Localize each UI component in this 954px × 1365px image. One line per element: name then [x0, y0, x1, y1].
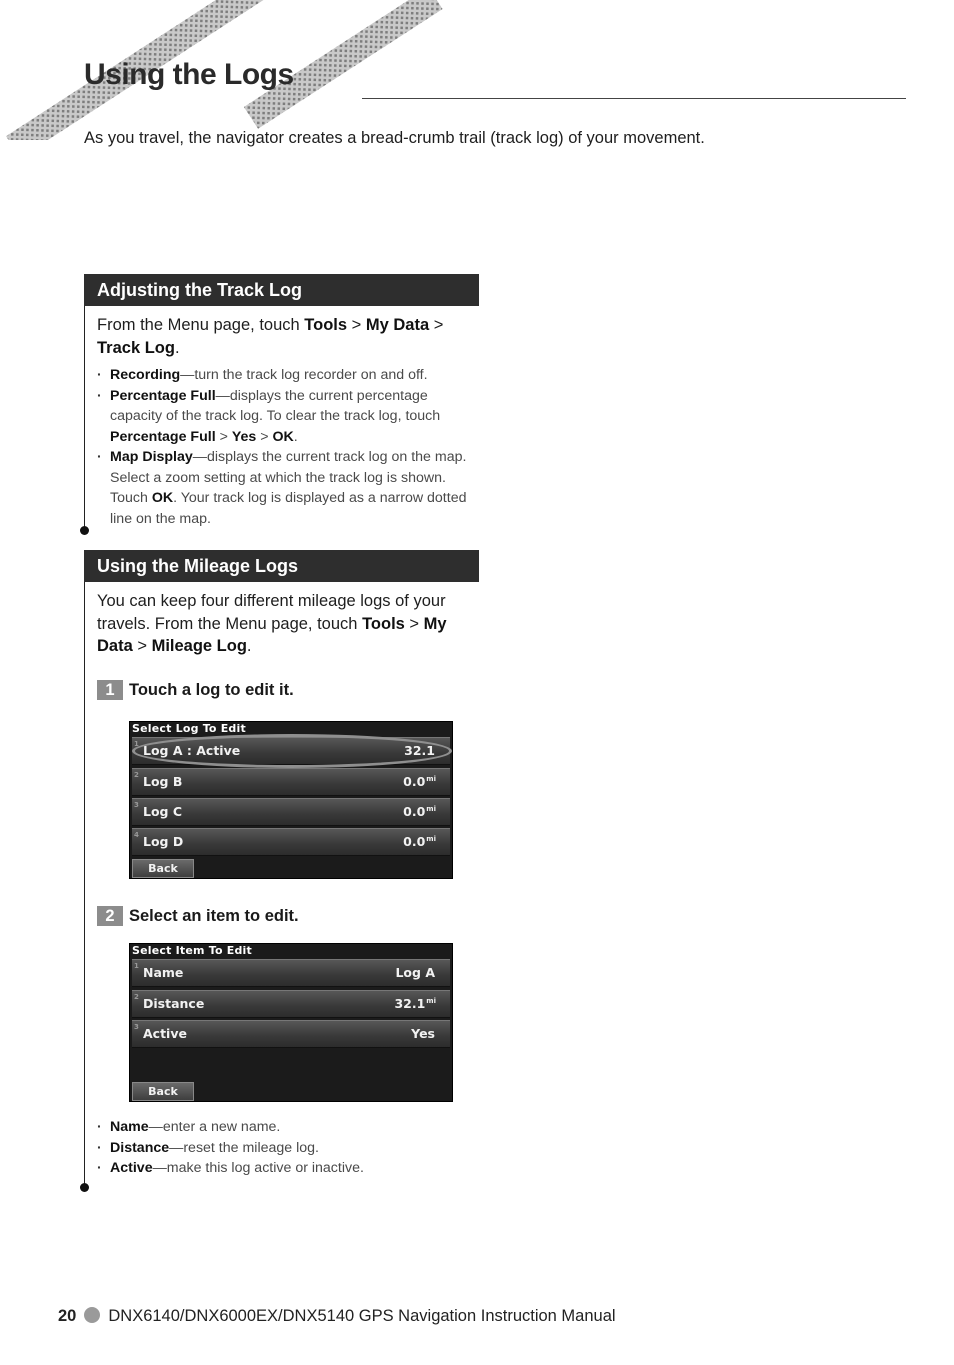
item-label: Name [143, 965, 184, 980]
track-log-options [97, 365, 475, 529]
select-item-screen [129, 943, 453, 1102]
log-name: Log C [143, 804, 183, 819]
page-footer [58, 1307, 616, 1326]
item-label: Distance [143, 996, 205, 1011]
manual-title: DNX6140/DNX6000EX/DNX5140 GPS Navigation Instruction Manual [108, 1307, 616, 1325]
step-text: Touch a log to edit it. [129, 681, 294, 699]
back-button[interactable]: Back [132, 1082, 194, 1101]
mileage-instructions: You can keep four different mileage logs of your travels. From the Menu page, touch Tools > My Data > Mileage Log. [97, 592, 447, 655]
section-heading-track-log: Adjusting the Track Log [84, 274, 479, 306]
list-item: · Name—enter a new name. [97, 1117, 475, 1138]
screen-title: Select Item To Edit [132, 944, 252, 957]
section-rule [84, 582, 85, 1187]
list-item: · Distance—reset the mileage log. [97, 1138, 475, 1159]
list-item: · Percentage Full—displays the current percentage capacity of the track log. To clear the track log, touch Percentage Full > Yes > OK. [97, 386, 475, 448]
item-value: $32.1^{mi}$ [394, 996, 436, 1011]
section-end-dot [80, 526, 89, 535]
log-name: Log D [143, 834, 184, 849]
item-value: Yes [411, 1026, 435, 1041]
intro-paragraph: As you travel, the navigator creates a bread-crumb trail (track log) of your movement. [84, 129, 705, 147]
footer-dot-icon [84, 1307, 100, 1323]
section-heading-mileage-logs: Using the Mileage Logs [84, 550, 479, 582]
log-distance: $0.0^{mi}$ [403, 774, 436, 789]
back-button[interactable]: Back [132, 859, 194, 878]
section-end-dot [80, 1183, 89, 1192]
item-row[interactable]: 3 Active Yes [132, 1020, 450, 1048]
log-name: Log B [143, 774, 183, 789]
log-distance: 32.1 [404, 743, 435, 758]
step-number: 1 [97, 680, 123, 700]
step-1 [97, 680, 294, 700]
log-distance: $0.0^{mi}$ [403, 834, 436, 849]
log-row[interactable]: 4 Log D $0.0^{mi}$ [132, 828, 450, 856]
mileage-item-options [97, 1117, 475, 1179]
section-rule [84, 306, 85, 530]
page-title: Using the Logs [84, 58, 294, 91]
track-log-instructions: From the Menu page, touch Tools > My Data > Track Log. [97, 316, 444, 357]
item-label: Active [143, 1026, 187, 1041]
page-number: 20 [58, 1307, 77, 1325]
list-item: · Map Display—displays the current track log on the map. Select a zoom setting at which the track log is shown. Touch OK. Your track log is displayed as a narrow dotted line on the map. [97, 447, 475, 529]
select-log-screen [129, 721, 453, 879]
log-row[interactable]: 1 Log A : Active 32.1 [132, 737, 450, 765]
step-number: 2 [97, 906, 123, 926]
step-text: Select an item to edit. [129, 907, 299, 925]
log-name: Log A : Active [143, 743, 241, 758]
log-distance: $0.0^{mi}$ [403, 804, 436, 819]
list-item: · Recording—turn the track log recorder on and off. [97, 365, 475, 386]
log-row[interactable]: 3 Log C $0.0^{mi}$ [132, 798, 450, 826]
item-row[interactable]: 1 Name Log A [132, 959, 450, 987]
item-row[interactable]: 2 Distance $32.1^{mi}$ [132, 990, 450, 1018]
screen-title: Select Log To Edit [132, 722, 246, 735]
list-item: · Active—make this log active or inactive. [97, 1158, 475, 1179]
selection-highlight-oval [132, 734, 452, 768]
log-row[interactable]: 2 Log B $0.0^{mi}$ [132, 768, 450, 796]
item-value: Log A [395, 965, 435, 980]
title-rule [362, 98, 906, 99]
step-2 [97, 906, 299, 926]
